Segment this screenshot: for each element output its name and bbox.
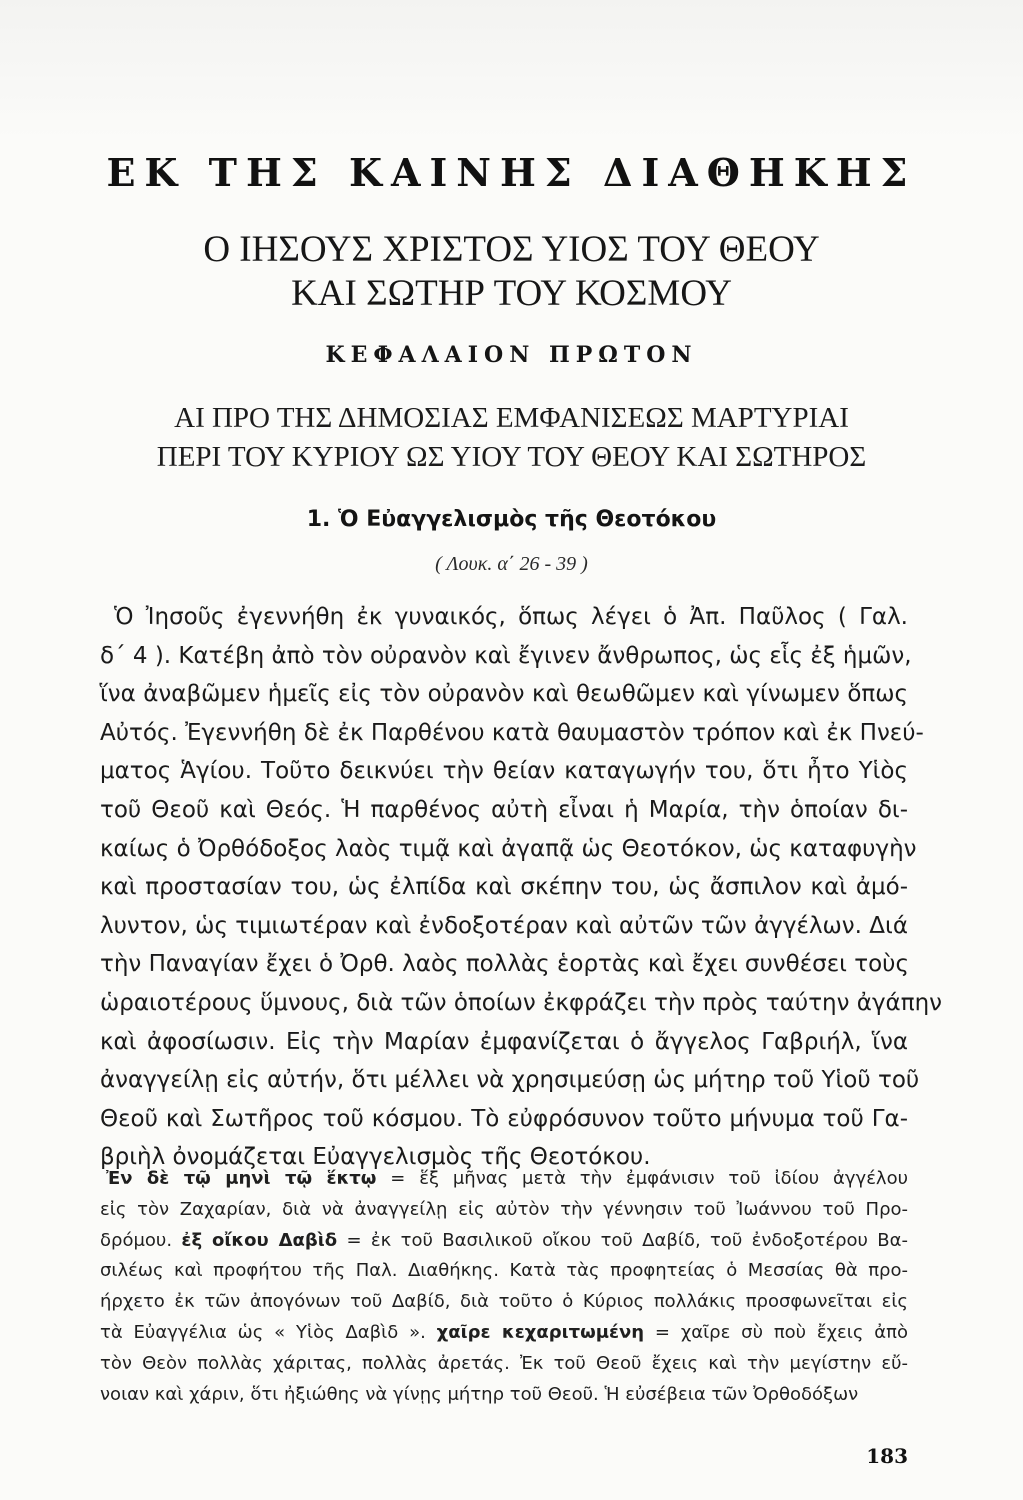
body-line: ματος Ἁγίου. Τοῦτο δεικνύει τὴν θείαν καταγωγήν του, ὅτι ἦτο Υἱὸς bbox=[100, 758, 908, 785]
section-heading-line: ΠΕΡΙ ΤΟΥ ΚΥΡΙΟΥ ΩΣ ΥΙΟΥ ΤΟΥ ΘΕΟΥ ΚΑΙ ΣΩΤΗΡΟΣ bbox=[156, 441, 867, 473]
body-line: ἵνα ἀναβῶμεν ἡμεῖς εἰς τὸν οὐρανὸν καὶ θεωθῶμεν καὶ γίνωμεν ὅπως bbox=[100, 681, 908, 708]
note-text: τὸν Θεὸν πολλὰς χάριτας, πολλὰς ἀρετάς. Ἐκ τοῦ Θεοῦ ἔχεις καὶ τὴν μεγίστην εὔ- bbox=[100, 1352, 908, 1374]
note-term: χαῖρε κεχαριτωμένη bbox=[436, 1321, 645, 1343]
body-text bbox=[100, 598, 942, 1177]
note-text: ήρχετο ἐκ τῶν ἀπογόνων τοῦ Δαβίδ, διὰ τοῦτο ὁ Κύριος πολλάκις προσφωνεῖται εἰς bbox=[100, 1291, 908, 1313]
body-line: καὶ ἀφοσίωσιν. Εἰς τὴν Μαρίαν ἐμφανίζεται ὁ ἄγγελος Γαβριήλ, ἵνα bbox=[100, 1028, 908, 1055]
note-line bbox=[100, 1164, 908, 1195]
show-through-area bbox=[0, 0, 1023, 140]
body-line: Θεοῦ καὶ Σωτῆρος τοῦ κόσμου. Τὸ εὐφρόσυνον τοῦτο μήνυμα τοῦ Γα- bbox=[100, 1105, 908, 1132]
note-text: σιλέως καὶ προφήτου τῆς Παλ. Διαθήκης. Κατὰ τὰς προφητείας ὁ Μεσσίας θὰ προ- bbox=[100, 1260, 908, 1282]
section-heading-line: ΑΙ ΠΡΟ ΤΗΣ ΔΗΜΟΣΙΑΣ ΕΜΦΑΝΙΣΕΩΣ ΜΑΡΤΥΡΙΑΙ bbox=[174, 402, 849, 434]
commentary-notes bbox=[100, 1164, 908, 1410]
note-line bbox=[100, 1195, 908, 1226]
note-text: εἰς τὸν Ζαχαρίαν, διὰ νὰ ἀναγγείλῃ εἰς αὐτὸν τὴν γέννησιν τοῦ Ἰωάννου τοῦ Προ- bbox=[100, 1198, 908, 1220]
note-term: ἐξ οἴκου Δαβὶδ bbox=[181, 1229, 338, 1251]
main-title: ΕΚ ΤΗΣ ΚΑΙΝΗΣ ΔΙΑΘΗΚΗΣ bbox=[106, 150, 917, 195]
body-line: ὡραιοτέρους ὕμνους, διὰ τῶν ὁποίων ἐκφράζει τὴν πρὸς ταύτην ἀγάπην bbox=[100, 989, 942, 1016]
note-line bbox=[100, 1226, 908, 1257]
subtitle-line: Ο ΙΗΣΟΥΣ ΧΡΙΣΤΟΣ ΥΙΟΣ ΤΟΥ ΘΕΟΥ bbox=[203, 229, 820, 270]
body-line: Ὁ Ἰησοῦς ἐγεννήθη ἐκ γυναικός, ὅπως λέγει ὁ Ἀπ. Παῦλος ( Γαλ. bbox=[114, 604, 908, 630]
note-line bbox=[100, 1256, 908, 1287]
note-line bbox=[100, 1318, 908, 1349]
note-text: = χαῖρε σὺ ποὺ ἔχεις ἀπὸ bbox=[644, 1321, 908, 1343]
note-text: = ἐκ τοῦ Βασιλικοῦ οἴκου τοῦ Δαβίδ, τοῦ ἐνδοξοτέρου Βα- bbox=[337, 1229, 908, 1251]
body-line: λυντον, ὡς τιμιωτέραν καὶ ἐνδοξοτέραν καὶ αὐτῶν τῶν ἀγγέλων. Διά bbox=[100, 912, 908, 939]
subtitle-line: ΚΑΙ ΣΩΤΗΡ ΤΟΥ ΚΟΣΜΟΥ bbox=[291, 273, 732, 314]
note-text: = ἕξ μῆνας μετὰ τὴν ἐμφάνισιν τοῦ ἰδίου ἀγγέλου bbox=[376, 1168, 909, 1189]
note-line bbox=[100, 1349, 908, 1380]
note-line bbox=[100, 1380, 908, 1411]
body-line: ἀναγγείλῃ εἰς αὐτήν, ὅτι μέλλει νὰ χρησιμεύσῃ ὡς μήτηρ τοῦ Υἱοῦ τοῦ bbox=[100, 1067, 920, 1094]
body-line: βριὴλ ὀνομάζεται Εὐαγγελισμὸς τῆς Θεοτόκου. bbox=[100, 1144, 651, 1171]
body-line: δ΄ 4 ). Κατέβη ἀπὸ τὸν οὐρανὸν καὶ ἔγινεν ἄνθρωπος, ὡς εἷς ἐξ ἡμῶν, bbox=[100, 642, 912, 669]
note-term: Ἐν δὲ τῷ μηνὶ τῷ ἕκτῳ bbox=[106, 1168, 377, 1189]
scripture-reference: ( Λουκ. α΄ 26 - 39 ) bbox=[435, 553, 588, 575]
body-line: Αὐτός. Ἐγεννήθη δὲ ἐκ Παρθένου κατὰ θαυμαστὸν τρόπον καὶ ἐκ Πνεύ- bbox=[100, 719, 924, 746]
note-text: δρόμου. bbox=[100, 1229, 182, 1251]
body-line: τοῦ Θεοῦ καὶ Θεός. Ἡ παρθένος αὐτὴ εἶναι ἡ Μαρία, τὴν ὁποίαν δι- bbox=[100, 796, 908, 823]
chapter-heading: ΚΕΦΑΛΑΙΟΝ ΠΡΩΤΟΝ bbox=[325, 342, 698, 368]
body-line: καὶ προστασίαν του, ὡς ἐλπίδα καὶ σκέπην του, ὡς ἄσπιλον καὶ ἀμό- bbox=[100, 874, 908, 901]
body-line: τὴν Παναγίαν ἔχει ὁ Ὀρθ. λαὸς πολλὰς ἑορτὰς καὶ ἔχει συνθέσει τοὺς bbox=[100, 951, 909, 978]
note-line bbox=[100, 1287, 908, 1318]
subtitle bbox=[0, 228, 1023, 316]
page-number: 183 bbox=[866, 1444, 908, 1468]
body-line: καίως ὁ Ὀρθόδοξος λαὸς τιμᾷ καὶ ἀγαπᾷ ὡς Θεοτόκον, ὡς καταφυγὴν bbox=[100, 835, 917, 862]
note-text: νοιαν καὶ χάριν, ὅτι ἠξιώθης νὰ γίνῃς μήτηρ τοῦ Θεοῦ. Ἡ εὐσέβεια τῶν Ὀρθοδόξων bbox=[100, 1383, 859, 1405]
note-text: τὰ Εὐαγγέλια ὡς « Υἱὸς Δαβὶδ ». bbox=[100, 1321, 437, 1343]
subsection-title: 1. Ὁ Εὐαγγελισμὸς τῆς Θεοτόκου bbox=[306, 507, 717, 532]
section-heading bbox=[0, 399, 1023, 477]
